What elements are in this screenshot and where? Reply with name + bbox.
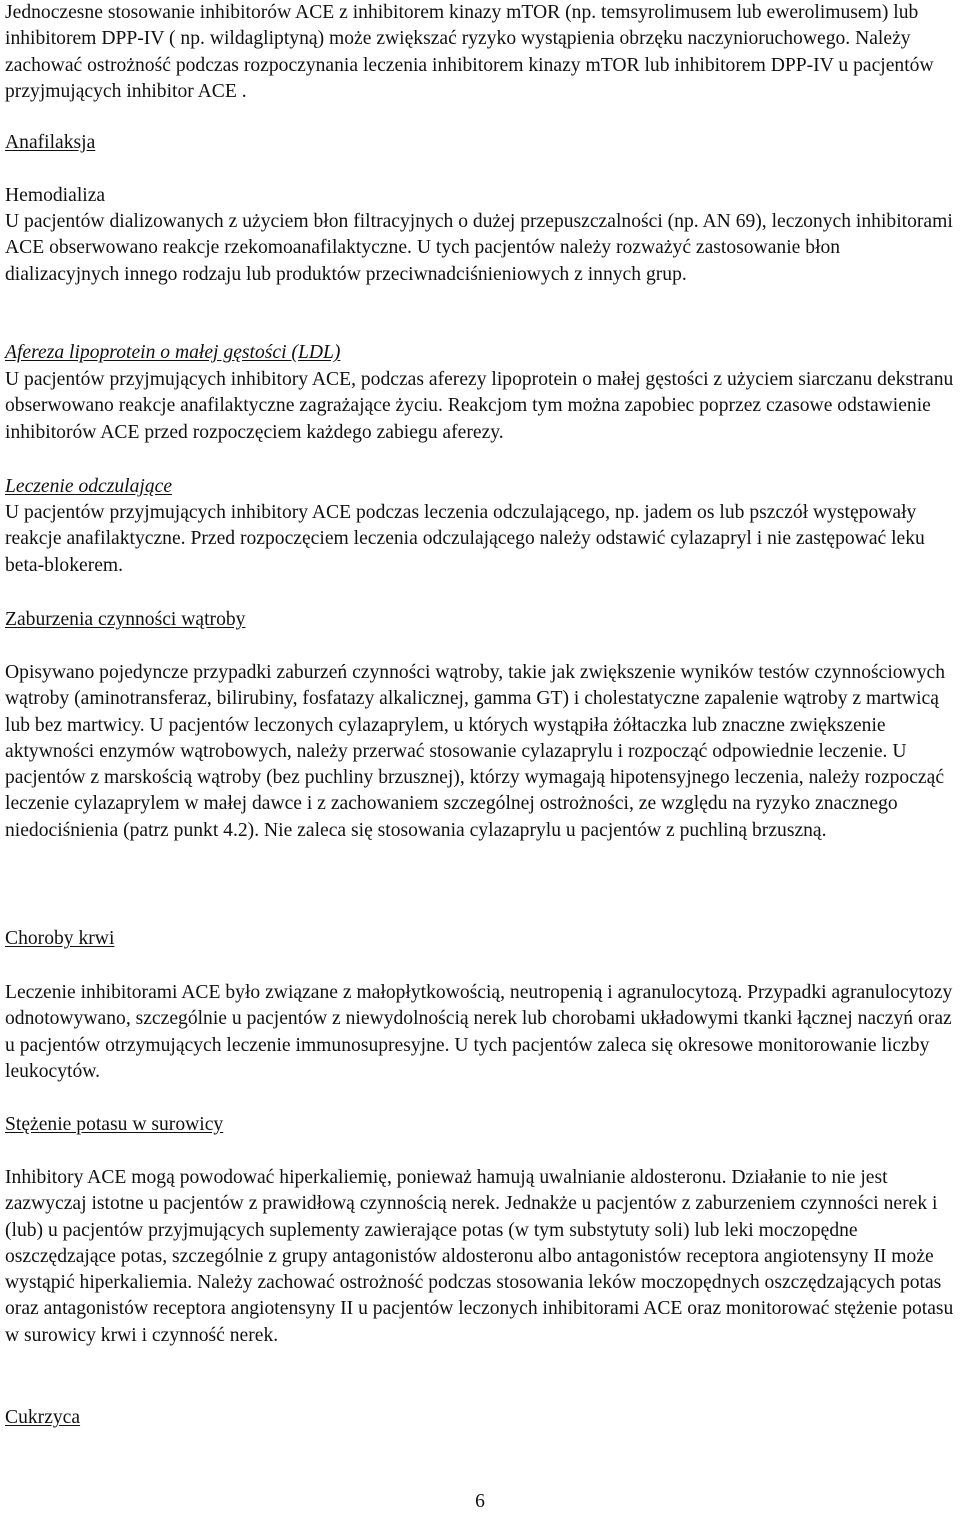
hemodializa-paragraph: U pacjentów dializowanych z użyciem błon filtracyjnych o dużej przepuszczalności (np. AN 69), leczonych inhibitorami ACE obserwowano reakcje rzekomoanafilaktyczne. U tych pacjentów należy rozważyć zastosowanie błon dializacyjnych innego rodzaju lub produktów przeciwnadciśnieniowych z innych grup. (5, 211, 953, 285)
ldl-paragraph: U pacjentów przyjmujących inhibitory ACE, podczas aferezy lipoprotein o małej gęstości z użyciem siarczanu dekstranu obserwowano reakcje anafilaktyczne zagrażające życiu. Reakcjom tym można zapobiec poprzez czasowe odstawienie inhibitorów ACE przed rozpoczęciem każdego zabiegu aferezy. (5, 369, 954, 443)
intro-paragraph: Jednoczesne stosowanie inhibitorów ACE z inhibitorem kinazy mTOR (np. temsyrolimusem lub ewerolimusem) lub inhibitorem DPP-IV ( np. wildagliptyną) może zwiększać ryzyko wystąpienia obrzęku naczynioruchowego. Należy zachować ostrożność podczas rozpoczynania leczenia inhibitorem kinazy mTOR lub inhibitorem DPP-IV u pacjentów przyjmujących inhibitor ACE . (5, 2, 934, 102)
page-number: 6 (475, 1491, 485, 1512)
subsection-heading-ldl: Afereza lipoprotein o małej gęstości (LDL) (5, 342, 341, 363)
subsection-heading-hemodializa: Hemodializa (5, 185, 106, 206)
subsection-heading-odczulajace: Leczenie odczulające (5, 476, 173, 497)
section-heading-watroba: Zaburzenia czynności wątroby (5, 609, 246, 630)
section-heading-krew: Choroby krwi (5, 928, 115, 949)
krew-paragraph: Leczenie inhibitorami ACE było związane z małopłytkowością, neutropenią i agranulocytozą. Przypadki agranulocytozy odnotowywano, szczególnie u pacjentów z niewydolnością nerek lub chorobami układowymi tkanki łącznej naczyń oraz u pacjentów otrzymujących leczenie immunosupresyjne. U tych pacjentów zaleca się okresowe monitorowanie liczby leukocytów. (5, 982, 953, 1082)
watroba-paragraph: Opisywano pojedyncze przypadki zaburzeń czynności wątroby, takie jak zwiększenie wyników testów czynnościowych wątroby (aminotransferaz, bilirubiny, fosfatazy alkalicznej, gamma GT) i cholestatyczne zapalenie wątroby z martwicą lub bez martwicy. U pacjentów leczonych cylazaprylem, u których wystąpiła żółtaczka lub znaczne zwiększenie aktywności enzymów wątrobowych, należy przerwać stosowanie cylazaprylu i rozpocząć odpowiednie leczenie. U pacjentów z marskością wątroby (bez puchliny brzusznej), którzy wymagają hipotensyjnego leczenia, należy rozpocząć leczenie cylazaprylem w małej dawce i z zachowaniem szczególnej ostrożności, ze względu na ryzyko znacznego niedociśnienia (patrz punkt 4.2). Nie zaleca się stosowania cylazaprylu u pacjentów z puchliną brzuszną. (5, 662, 946, 841)
section-heading-anafilaksja: Anafilaksja (5, 132, 96, 153)
odczulajace-paragraph: U pacjentów przyjmujących inhibitory ACE podczas leczenia odczulającego, np. jadem os lub pszczół występowały reakcje anafilaktyczne. Przed rozpoczęciem leczenia odczulającego należy odstawić cylazapryl i nie zastępować leku beta-blokerem. (5, 502, 925, 576)
section-heading-potas: Stężenie potasu w surowicy (5, 1114, 224, 1135)
potas-paragraph: Inhibitory ACE mogą powodować hiperkaliemię, ponieważ hamują uwalnianie aldosteronu. Działanie to nie jest zazwyczaj istotne u pacjentów z prawidłową czynnością nerek. Jednakże u pacjentów z zaburzeniem czynności nerek i (lub) u pacjentów przyjmujących suplementy zawierające potas (w tym substytuty soli) lub leki moczopędne oszczędzające potas, szczególnie z grupy antagonistów aldosteronu albo antagonistów receptora angiotensyny II może wystąpić hiperkaliemia. Należy zachować ostrożność podczas stosowania leków moczopędnych oszczędzających potas oraz antagonistów receptora angiotensyny II u pacjentów leczonych inhibitorami ACE oraz monitorować stężenie potasu w surowicy krwi i czynność nerek. (5, 1167, 954, 1346)
section-heading-cukrzyca: Cukrzyca (5, 1407, 81, 1428)
